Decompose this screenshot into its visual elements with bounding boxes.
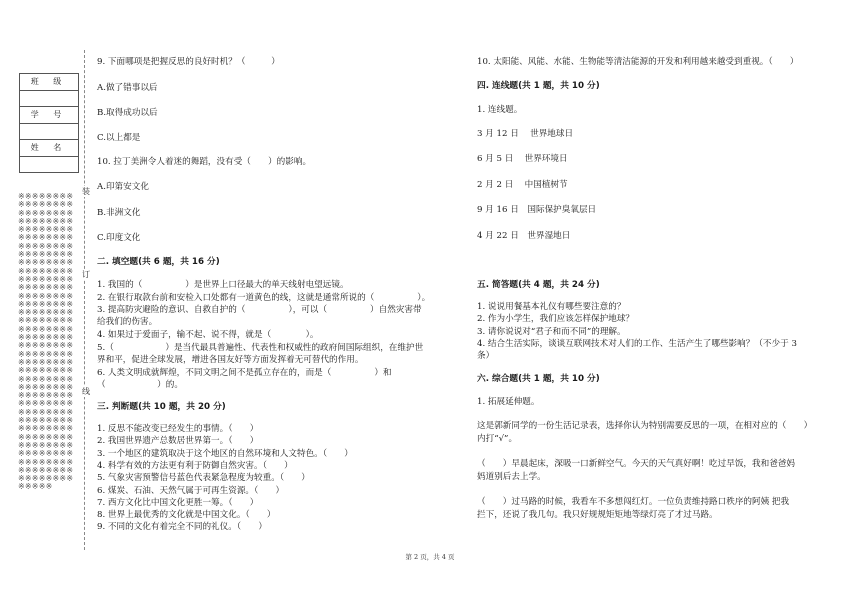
option-9a[interactable]: A.做了错事以后 (97, 83, 158, 93)
judge-10: 10. 太阳能、风能、水能、生物能等清洁能源的开发和利用越来越受到重视。（ ） (477, 57, 799, 67)
matching-item-3[interactable]: 2 月 2 日 中国植树节 (477, 180, 568, 190)
fill-5-line2: 界和平，促进全球发展，增进各国友好等方面发挥着无可替代的作用。 (97, 355, 364, 365)
question-9: 9. 下面哪项是把握反思的良好时机？（ ） (97, 57, 280, 67)
fill-3-line1: 3. 提高防灾避险的意识、自救自护的（ ），可以（ ）自然灾害带 (97, 305, 422, 315)
question-10: 10. 拉丁美洲令人着迷的舞蹈，没有受（ ）的影响。 (97, 157, 312, 167)
comprehensive-desc-line1: 这是郭新同学的一份生活记录表，选择你认为特别需要反思的一项，在相对应的（ ） (477, 421, 813, 431)
short-answer-4-line2: 条） (477, 351, 495, 361)
matching-item-5[interactable]: 4 月 22 日 世界湿地日 (477, 231, 571, 241)
binding-line (84, 50, 85, 550)
judge-6: 6. 煤炭、石油、天然气属于可再生资源。（ ） (97, 486, 285, 496)
matching-intro: 1. 连线题。 (477, 105, 523, 115)
fill-2: 2. 在银行取款台前和安检入口处都有一道黄色的线，这就是通常所说的（ ）。 (97, 293, 431, 303)
option-9c[interactable]: C.以上都是 (97, 133, 141, 143)
binding-mark-ding: 订 (82, 270, 90, 279)
record-2-line1[interactable]: （ ）过马路的时候，我看车不多想闯红灯。一位负责维持路口秩序的阿姨 把我 (477, 497, 790, 507)
name-field[interactable] (20, 156, 79, 173)
option-9b[interactable]: B.取得成功以后 (97, 108, 158, 118)
judge-5: 5. 气象灾害预警信号蓝色代表紧急程度为较重。（ ） (97, 473, 310, 483)
binding-mark-zhuang: 装 (82, 187, 90, 196)
judge-3: 3. 一个地区的建筑取决于这个地区的自然环境和人文特色。（ ） (97, 449, 353, 459)
name-label: 姓 名 (20, 140, 79, 157)
class-label: 班 级 (20, 74, 79, 91)
student-info-table (19, 73, 79, 173)
margin-pattern: ※※※※※※※※※※※※※※※※※※※※※※※※※※※※※※※※※※※※※※※※※※※※※※※※※※※※※※※※※※※※※※※※※※※※※※※※※※※※※※※※※※※※※※※※※※※※※※※※※※※※※※※※※※※※※※※※※※※※※※※※※※※※※※※※※※※※※※※※※※※※※※※※※※※※※※※※※※※※※※※※※※※※※※※※※※※※※※※※※※※※※※※※※※※※※※※※※※※※※※※※※※※※※※※※※※※※※※※※※※※※※※※※※※※※※※※※※※※※※※※※※※※※※※※※※※※※※※※※※※※※※※※※※※※※※※※※※※※※※※※※※※※※※ (18, 193, 74, 492)
matching-item-2[interactable]: 6 月 5 日 世界环境日 (477, 154, 568, 164)
fill-5-line1: 5.（ ）是当代最具普遍性、代表性和权威性的政府间国际组织，在维护世 (97, 343, 424, 353)
section-short-answer-title: 五. 简答题(共 4 题，共 24 分) (477, 280, 600, 290)
short-answer-2: 2. 作为小学生，我们应该怎样保护地球？ (477, 314, 635, 324)
section-comprehensive-title: 六. 综合题(共 1 题，共 10 分) (477, 374, 600, 384)
record-1-line2: 妈道别后去上学。 (477, 472, 546, 482)
matching-item-1[interactable]: 3 月 12 日 世界地球日 (477, 129, 574, 139)
option-10c[interactable]: C.印度文化 (97, 233, 141, 243)
binding-mark-xian: 线 (82, 387, 90, 396)
id-field[interactable] (20, 123, 79, 140)
record-2-line2: 拦下，还说了我几句。我只好规规矩矩地等绿灯亮了才过马路。 (477, 510, 718, 520)
fill-6-line1: 6. 人类文明成就辉煌，不同文明之间不是孤立存在的，而是（ ）和 (97, 368, 392, 378)
id-label: 学 号 (20, 107, 79, 124)
comprehensive-intro: 1. 拓展延伸题。 (477, 397, 540, 407)
judge-9: 9. 不同的文化有着完全不同的礼仪。（ ） (97, 522, 267, 532)
short-answer-4-line1: 4. 结合生活实际，谈谈互联网技术对人们的工作、生活产生了哪些影响？（不少于 3 (477, 339, 797, 349)
section-judge-title: 三. 判断题(共 10 题，共 20 分) (97, 402, 226, 412)
matching-item-4[interactable]: 9 月 16 日 国际保护臭氧层日 (477, 205, 597, 215)
page-footer: 第 2 页，共 4 页 (405, 553, 455, 561)
fill-6-line2: （ ）的。 (97, 380, 183, 390)
judge-7: 7. 西方文化比中国文化更胜一筹。（ ） (97, 498, 259, 508)
judge-8: 8. 世界上最优秀的文化就是中国文化。（ ） (97, 510, 276, 520)
class-field[interactable] (20, 90, 79, 107)
option-10b[interactable]: B.非洲文化 (97, 208, 141, 218)
section-matching-title: 四. 连线题(共 1 题，共 10 分) (477, 81, 600, 91)
option-10a[interactable]: A.印第安文化 (97, 182, 149, 192)
short-answer-3: 3. 请你说说对“君子和而不同”的理解。 (477, 327, 626, 337)
fill-1: 1. 我国的（ ）是世界上口径最大的单天线射电望远镜。 (97, 280, 349, 290)
section-fill-blank-title: 二. 填空题(共 6 题，共 16 分) (97, 257, 220, 267)
judge-4: 4. 科学有效的方法更有利于防御自然灾害。（ ） (97, 461, 293, 471)
record-1-line1[interactable]: （ ）早晨起床，深吸一口新鲜空气。今天的天气真好啊！吃过早饭，我和爸爸妈 (477, 459, 795, 469)
short-answer-1: 1. 说说用餐基本礼仪有哪些要注意的？ (477, 302, 626, 312)
judge-2: 2. 我国世界遗产总数居世界第一。（ ） (97, 436, 259, 446)
fill-4: 4. 如果过于爱面子，输不起、说不得，就是（ ）。 (97, 330, 319, 340)
judge-1: 1. 反思不能改变已经发生的事情。（ ） (97, 424, 259, 434)
comprehensive-desc-line2: 内打“√”。 (477, 434, 518, 444)
fill-3-line2: 给我们的伤害。 (97, 317, 158, 327)
